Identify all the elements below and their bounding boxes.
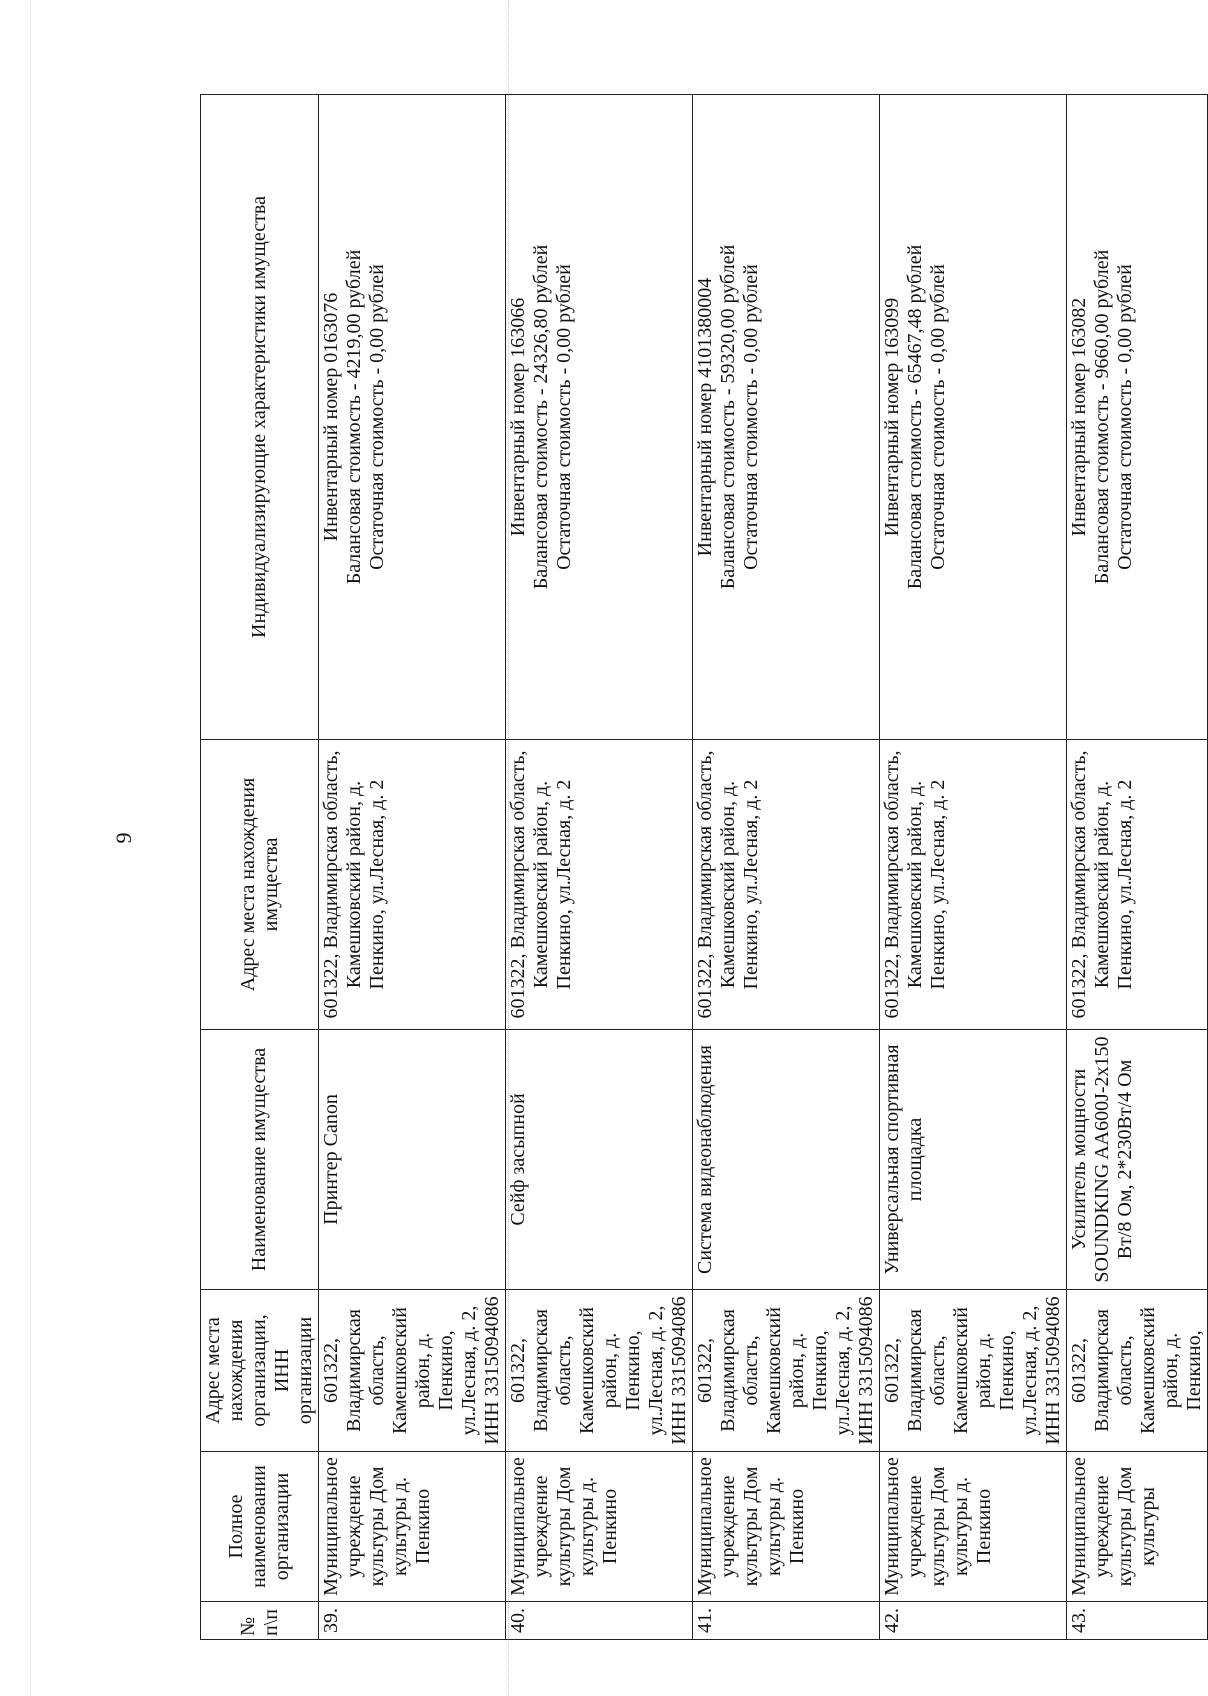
asset-props-cell <box>693 95 880 740</box>
inventory-number: Инвентарный номер 163099 <box>881 297 903 537</box>
row-number: 43. <box>1067 1602 1208 1640</box>
asset-address-cell: 601322, Владимирская область, Камешковский район, д. Пенкино, ул.Лесная, д. 2 <box>506 740 693 1030</box>
row-number: 40. <box>506 1602 693 1640</box>
asset-props-cell <box>319 95 506 740</box>
residual-value: Остаточная стоимость - 0,00 рублей <box>366 264 388 570</box>
table-row <box>693 95 880 1640</box>
asset-props-cell <box>1067 95 1208 740</box>
asset-name-cell: Универсальная спортивная площадка <box>880 1030 1067 1290</box>
rotated-table-wrapper <box>200 95 1205 1640</box>
org-name-cell: Муниципальное учреждение культуры Дом культуры д. Пенкино <box>506 1452 693 1602</box>
header-asset-props: Индивидуализирующие характеристики имущества <box>201 95 319 740</box>
asset-name-cell: Система видеонаблюдения <box>693 1030 880 1290</box>
header-asset-name: Наименование имущества <box>201 1030 319 1290</box>
row-number: 39. <box>319 1602 506 1640</box>
org-name-cell: Муниципальное учреждение культуры Дом культуры <box>1067 1452 1208 1602</box>
org-name-cell: Муниципальное учреждение культуры Дом культуры д. Пенкино <box>319 1452 506 1602</box>
table-header-row <box>201 95 319 1640</box>
residual-value: Остаточная стоимость - 0,00 рублей <box>740 264 762 570</box>
inventory-number: Инвентарный номер 4101380004 <box>694 277 716 557</box>
property-table <box>200 94 1208 1640</box>
asset-address-cell: 601322, Владимирская область, Камешковский район, д. Пенкино, ул.Лесная, д. 2 <box>880 740 1067 1030</box>
org-name-cell: Муниципальное учреждение культуры Дом культуры д. Пенкино <box>693 1452 880 1602</box>
residual-value: Остаточная стоимость - 0,00 рублей <box>927 264 949 570</box>
header-num: № п\п <box>201 1602 319 1640</box>
org-address-cell: 601322, Владимирская область, Камешковский район, д. Пенкино, ул.Лесная, д. 2, ИНН 3315094086 <box>506 1290 693 1452</box>
row-number: 42. <box>880 1602 1067 1640</box>
book-value: Балансовая стоимость - 4219,00 рублей <box>343 249 365 585</box>
asset-name-cell: Сейф засыпной <box>506 1030 693 1290</box>
org-name-cell: Муниципальное учреждение культуры Дом культуры д. Пенкино <box>880 1452 1067 1602</box>
inventory-number: Инвентарный номер 163066 <box>507 297 529 537</box>
table-row <box>319 95 506 1640</box>
row-number: 41. <box>693 1602 880 1640</box>
header-org-address: Адрес места нахождения организации, ИНН организации <box>201 1290 319 1452</box>
inventory-number: Инвентарный номер 0163076 <box>320 292 342 542</box>
asset-address-cell: 601322, Владимирская область, Камешковский район, д. Пенкино, ул.Лесная, д. 2 <box>319 740 506 1030</box>
asset-props-cell <box>880 95 1067 740</box>
asset-address-cell: 601322, Владимирская область, Камешковский район, д. Пенкино, ул.Лесная, д. 2 <box>1067 740 1208 1030</box>
scan-artifact-line <box>30 0 32 1696</box>
residual-value: Остаточная стоимость - 0,00 рублей <box>553 264 575 570</box>
asset-name-cell: Принтер Canon <box>319 1030 506 1290</box>
header-asset-address: Адрес места нахождения имущества <box>201 740 319 1030</box>
table-row <box>1067 95 1208 1640</box>
header-org-name: Полное наименовании организации <box>201 1452 319 1602</box>
inventory-number: Инвентарный номер 163082 <box>1068 297 1090 537</box>
book-value: Балансовая стоимость - 65467,48 рублей <box>904 244 926 590</box>
residual-value: Остаточная стоимость - 0,00 рублей <box>1114 264 1136 570</box>
table-row <box>880 95 1067 1640</box>
page-number: 9 <box>111 832 136 844</box>
asset-name-cell: Усилитель мощности SOUNDKING AA600J-2x150 Вт/8 Ом, 2*230Вт/4 Ом <box>1067 1030 1208 1290</box>
asset-address-cell: 601322, Владимирская область, Камешковский район, д. Пенкино, ул.Лесная, д. 2 <box>693 740 880 1030</box>
org-address-cell: 601322, Владимирская область, Камешковский район, д. Пенкино, ул.Лесная, д. 2, ИНН 3315094086 <box>319 1290 506 1452</box>
book-value: Балансовая стоимость - 24326,80 рублей <box>530 244 552 590</box>
org-address-cell: 601322, Владимирская область, Камешковский район, д. Пенкино, ул.Лесная, д. 2, ИНН 3315094086 <box>693 1290 880 1452</box>
table-row <box>506 95 693 1640</box>
book-value: Балансовая стоимость - 59320,00 рублей <box>717 244 739 590</box>
asset-props-cell <box>506 95 693 740</box>
org-address-cell: 601322, Владимирская область, Камешковский район, д. Пенкино, ул.Лесная, д. 2, ИНН 3315094086 <box>880 1290 1067 1452</box>
org-address-cell: 601322, Владимирская область, Камешковский район, д. Пенкино, <box>1067 1290 1208 1452</box>
book-value: Балансовая стоимость - 9660,00 рублей <box>1091 249 1113 585</box>
